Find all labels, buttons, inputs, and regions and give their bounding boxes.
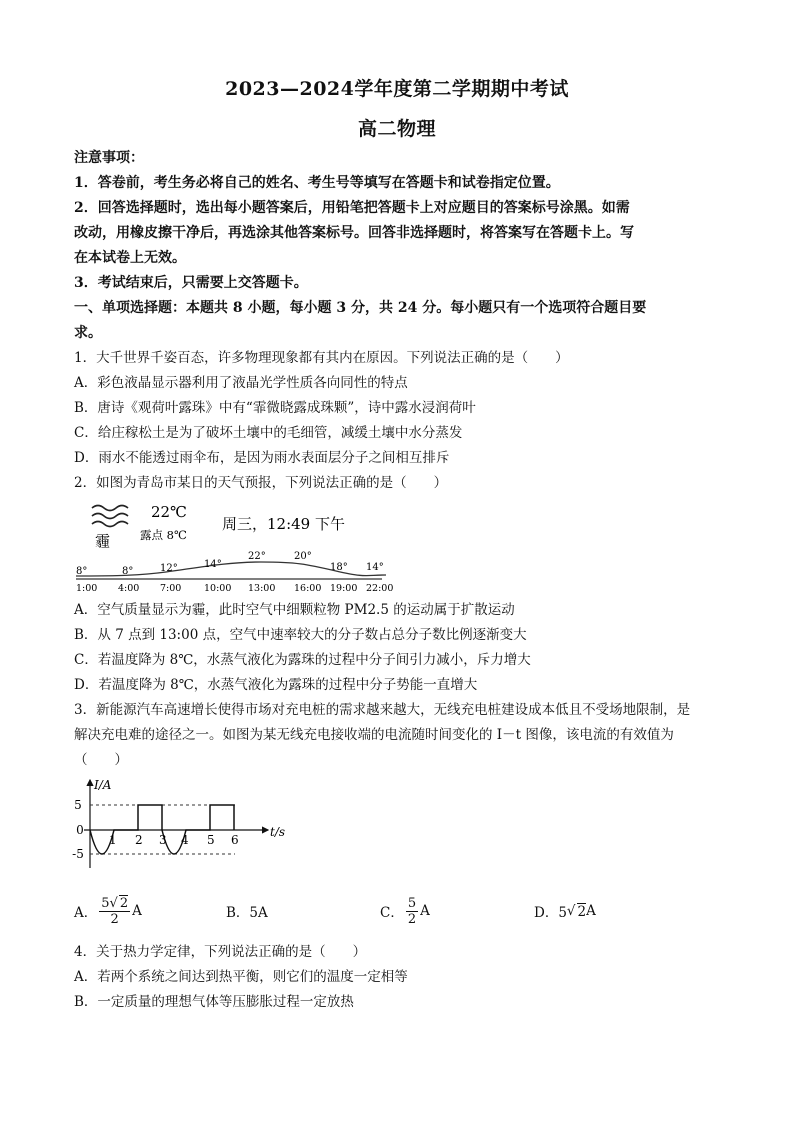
question-3-option-c <box>380 893 430 929</box>
temperature-label: 12° <box>160 563 178 574</box>
weather-condition: 霾 <box>95 532 111 550</box>
fraction <box>406 896 418 927</box>
unit: A <box>132 903 142 919</box>
radicand: 2 <box>577 903 587 920</box>
section-heading: 一、单项选择题：本题共 8 小题，每小题 3 分，共 24 分。每小题只有一个选项符合题目要 <box>74 300 647 316</box>
option-label: C． <box>380 905 404 921</box>
denominator: 2 <box>407 911 417 927</box>
notice-item: 1．答卷前，考生务必将自己的姓名、考生号等填写在答题卡和试卷指定位置。 <box>74 175 560 191</box>
x-tick: 2 <box>135 833 143 847</box>
unit: A <box>420 903 430 919</box>
notice-item: 2．回答选择题时，选出每小题答案后，用铅笔把答题卡上对应题目的答案标号涂黑。如需 <box>74 200 630 216</box>
unit: A <box>586 903 596 919</box>
temperature-label: 20° <box>294 551 312 562</box>
temperature-label: 8° <box>122 566 134 577</box>
question-2-stem: 2．如图为青岛市某日的天气预报，下列说法正确的是（ ） <box>74 475 448 491</box>
temperature-label: 22° <box>248 551 266 562</box>
sqrt-symbol: √ <box>566 903 576 919</box>
hour-label: 22:00 <box>366 583 394 594</box>
hour-label: 7:00 <box>160 583 182 594</box>
question-3-stem-1: 3．新能源汽车高速增长使得市场对充电桩的需求越来越大，无线充电桩建设成本低且不受场地限制，是 <box>74 702 691 718</box>
question-3-options <box>0 893 794 933</box>
x-tick: 5 <box>207 833 215 847</box>
fraction <box>99 895 130 927</box>
question-1-option-d: D．雨水不能透过雨伞布，是因为雨水表面层分子之间相互排斥 <box>74 450 450 466</box>
dew-point: 露点 8℃ <box>140 528 187 542</box>
y-tick: 0 <box>76 823 84 837</box>
y-tick: -5 <box>72 847 84 861</box>
numerator: 5 <box>407 895 417 911</box>
notice-item: 在本试卷上无效。 <box>74 250 186 266</box>
question-2-option-d: D．若温度降为 8℃，水蒸气液化为露珠的过程中分子势能一直增大 <box>74 677 478 693</box>
hour-labels <box>76 583 393 594</box>
current-time-graph <box>70 776 300 872</box>
exam-subtitle: 高二物理 <box>357 118 436 140</box>
x-axis-label: t/s <box>270 825 286 839</box>
question-4-stem: 4．关于热力学定律，下列说法正确的是（ ） <box>74 944 367 960</box>
question-3-stem-2: 解决充电难的途径之一。如图为某无线充电接收端的电流随时间变化的 I－t 图像，该电流的有效值为 <box>74 727 674 743</box>
question-3-option-d <box>534 893 596 929</box>
hour-label: 16:00 <box>294 583 322 594</box>
exam-title: 2023—2024学年度第二学期期中考试 <box>225 78 569 100</box>
forecast-time: 周三，12:49 下午 <box>222 515 345 533</box>
radicand: 2 <box>119 896 129 911</box>
question-4-option-b: B．一定质量的理想气体等压膨胀过程一定放热 <box>74 994 354 1010</box>
x-tick-labels <box>109 833 239 847</box>
question-1-option-b: B．唐诗《观荷叶露珠》中有“霏微晓露成珠颗”，诗中露水浸润荷叶 <box>74 400 476 416</box>
question-3-option-a <box>74 893 142 929</box>
temperature-label: 14° <box>204 559 222 570</box>
hour-label: 13:00 <box>248 583 276 594</box>
temperature-label: 8° <box>76 566 88 577</box>
notice-item: 改动，用橡皮擦干净后，再选涂其他答案标号。回答非选择题时，将答案写在答题卡上。写 <box>74 225 634 241</box>
hour-label: 19:00 <box>330 583 358 594</box>
y-axis-label: I/A <box>94 778 112 792</box>
option-label: A． <box>74 905 98 921</box>
y-tick: 5 <box>74 798 82 812</box>
x-tick: 6 <box>231 833 239 847</box>
x-tick: 1 <box>109 833 117 847</box>
sqrt-symbol: √ <box>109 896 118 911</box>
x-tick: 3 <box>159 833 167 847</box>
question-2-option-a: A．空气质量显示为霾，此时空气中细颗粒物 PM2.5 的运动属于扩散运动 <box>74 602 515 618</box>
hour-label: 4:00 <box>118 583 140 594</box>
temperature-label: 14° <box>366 562 384 573</box>
current-temperature: 22℃ <box>151 503 187 521</box>
denominator: 2 <box>110 912 119 927</box>
question-1-stem: 1．大千世界千姿百态，许多物理现象都有其内在原因。下列说法正确的是（ ） <box>74 350 569 366</box>
x-tick: 4 <box>181 833 189 847</box>
question-2-option-b: B．从 7 点到 13:00 点，空气中速率较大的分子数占总分子数比例逐渐变大 <box>74 627 527 643</box>
question-1-option-a: A．彩色液晶显示器利用了液晶光学性质各向同性的特点 <box>74 375 408 391</box>
weather-forecast-figure <box>76 498 394 594</box>
question-3-stem-3: （ ） <box>74 752 128 768</box>
question-1-option-c: C．给庄稼松土是为了破坏土壤中的毛细管，减缓土壤中水分蒸发 <box>74 425 463 441</box>
hour-label: 10:00 <box>204 583 232 594</box>
option-label: D．5 <box>534 905 567 921</box>
question-4-option-a: A．若两个系统之间达到热平衡，则它们的温度一定相等 <box>74 969 408 985</box>
question-2-option-c: C．若温度降为 8℃，水蒸气液化为露珠的过程中分子间引力减小，斥力增大 <box>74 652 531 668</box>
question-3-option-b: B．5A <box>226 905 268 921</box>
hour-label: 1:00 <box>76 583 98 594</box>
notice-item: 3．考试结束后，只需要上交答题卡。 <box>74 275 308 291</box>
numerator: 5 <box>101 896 110 911</box>
notice-heading: 注意事项： <box>74 150 144 166</box>
temperature-label: 18° <box>330 562 348 573</box>
section-heading-cont: 求。 <box>74 325 102 341</box>
haze-icon <box>92 506 128 527</box>
